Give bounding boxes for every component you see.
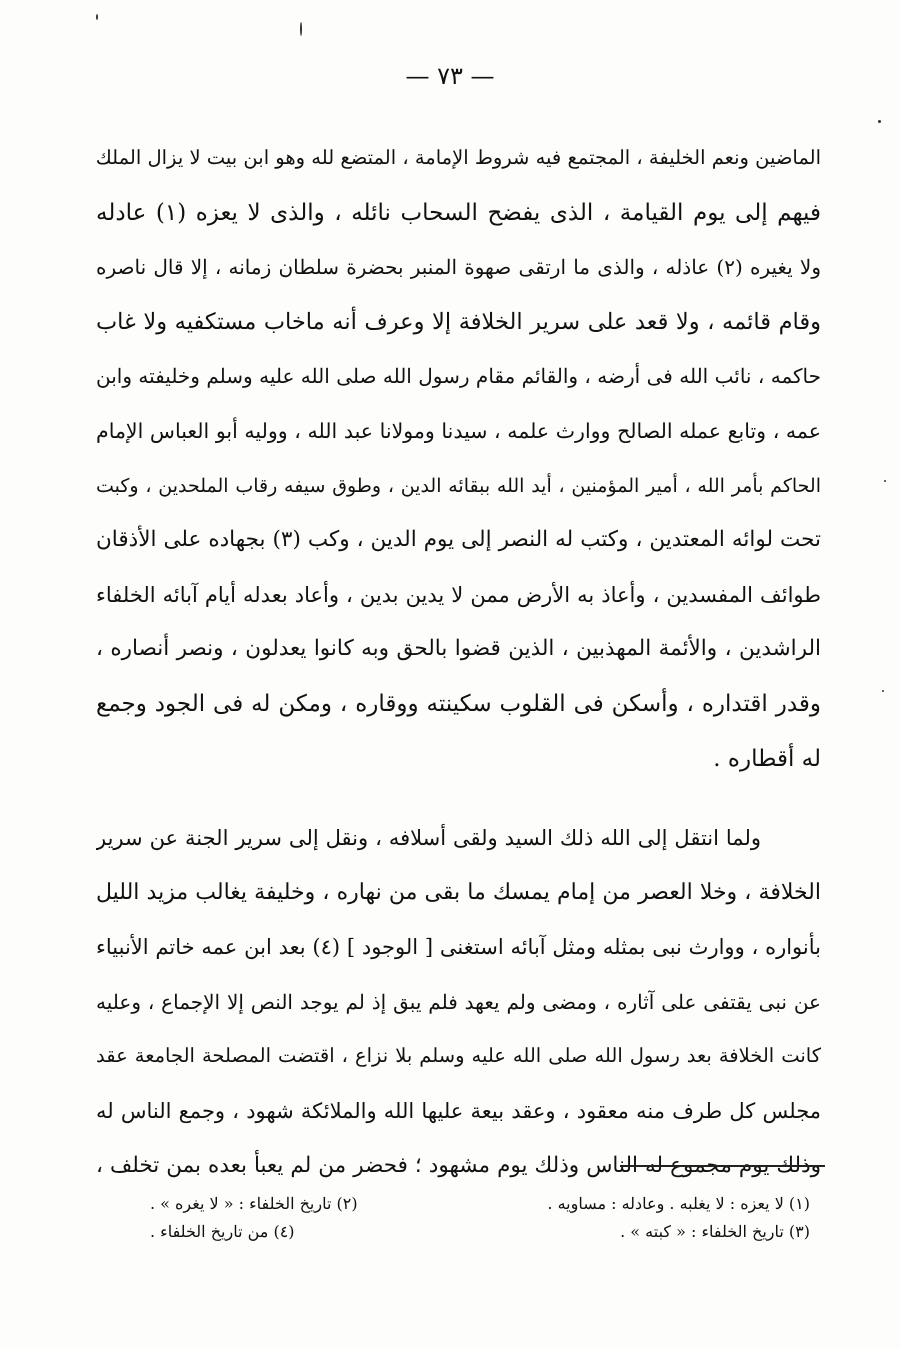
text-line: طوائف المفسدين ، وأعاذ به الأرض ممن لا يدين بدين ، وأعاد بعدله أيام آبائه الخلفاء: [96, 582, 821, 607]
text-line: ولا يغيره (٢) عاذله ، والذى ما ارتقى صهوة المنبر بحضرة سلطان زمانه ، إلا قال ناصره: [96, 255, 821, 280]
text-line: مجلس كل طرف منه معقود ، وعقد بيعة عليها الله والملائكة شهود ، وجمع الناس له: [96, 1098, 821, 1123]
paragraph-2: [96, 811, 821, 1193]
text-line: وذلك يوم مجموع له الناس وذلك يوم مشهود ؛ فحضر من لم يعبأ بعده بمن تخلف ،: [96, 1152, 821, 1178]
page-number: — ٧٣ —: [405, 62, 495, 90]
text-line: الحاكم بأمر الله ، أمير المؤمنين ، أيد الله ببقائه الدين ، وطوق سيفه رقاب الملحدين ، وكبت: [96, 474, 821, 497]
text-line: بأنواره ، ووارث نبى بمثله ومثل آبائه استغنى [ الوجود ] (٤) بعد ابن عمه خاتم الأنبياء: [96, 935, 821, 960]
text-line: تحت لوائه المعتدين ، وكتب له النصر إلى يوم الدين ، وكب (٣) بجهاده على الأذقان: [96, 527, 821, 553]
text-line: عن نبى يقتفى على آثاره ، ومضى ولم يعهد فلم يبق إذ لم يوجد النص إلا الإجماع ، وعليه: [96, 989, 821, 1014]
text-line: كانت الخلافة بعد رسول الله صلى الله عليه وسلم بلا نزاع ، اقتضت المصلحة الجامعة عقد: [96, 1044, 821, 1068]
text-line: فيهم إلى يوم القيامة ، الذى يفضح السحاب نائله ، والذى لا يعزه (١) عادله: [96, 199, 821, 226]
text-line: ولما انتقل إلى الله ذلك السيد ولقى أسلافه ، ونقل إلى سرير الجنة عن سرير: [96, 826, 761, 850]
footnote-row: [150, 1218, 810, 1246]
footnote-row: [150, 1190, 810, 1218]
footnote-divider: [620, 1165, 825, 1167]
footnote-1: (١) لا يعزه : لا يغلبه . وعادله : مساويه .: [547, 1194, 810, 1213]
footnote-3: (٣) تاريخ الخلفاء : « كبته » .: [620, 1222, 810, 1241]
text-line: حاكمه ، نائب الله فى أرضه ، والقائم مقام رسول الله صلى الله عليه وسلم وخليفته وابن: [96, 364, 821, 389]
footnote-4: (٤) من تاريخ الخلفاء .: [150, 1222, 295, 1241]
paragraph-1: [96, 131, 821, 786]
text-line: وقام قائمه ، ولا قعد على سرير الخلافة إلا وعرف أنه ماخاب مستكفيه ولا غاب: [96, 308, 821, 335]
text-line: الماضين ونعم الخليفة ، المجتمع فيه شروط الإمامة ، المتضع لله وهو ابن بيت لا يزال الملك: [96, 146, 821, 169]
text-line: عمه ، وتابع عمله الصالح ووارث علمه ، سيدنا ومولانا عبد الله ، ووليه أبو العباس الإمام: [96, 418, 821, 443]
footnote-2: (٢) تاريخ الخلفاء : « لا يغره » .: [150, 1194, 358, 1213]
footnotes: [150, 1190, 810, 1246]
text-line: وقدر اقتداره ، وأسكن فى القلوب سكينته ووقاره ، ومكن له فى الجود وجمع: [96, 690, 821, 717]
text-line: له أقطاره .: [713, 745, 821, 772]
text-line: الخلافة ، وخلا العصر من إمام يمسك ما بقى من نهاره ، وخليفة يغالب مزيد الليل: [96, 879, 821, 905]
text-line: الراشدين ، والأئمة المهذبين ، الذين قضوا بالحق وبه كانوا يعدلون ، ونصر أنصاره ،: [96, 636, 821, 662]
